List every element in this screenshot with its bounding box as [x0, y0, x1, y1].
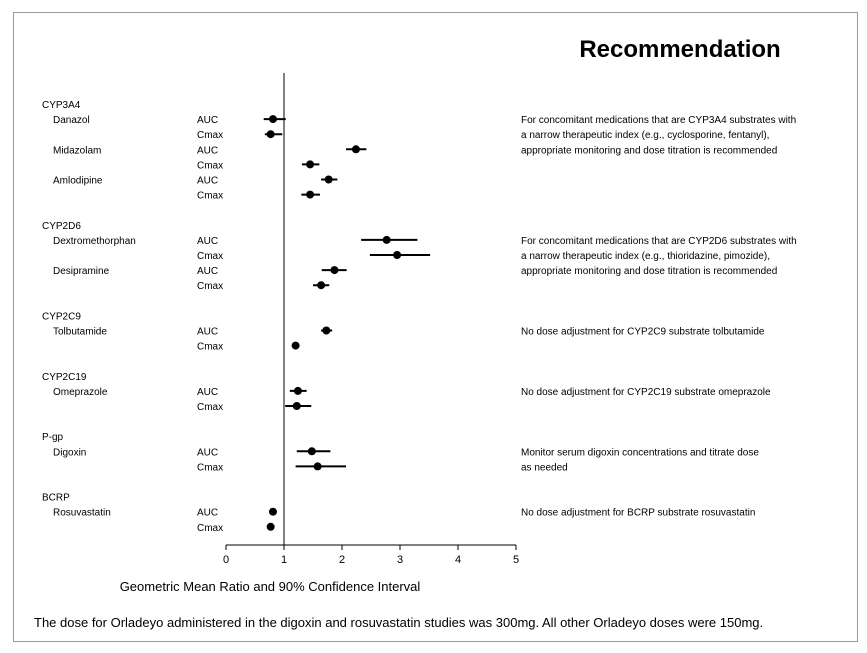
group-label: CYP2D6: [42, 220, 81, 232]
point-estimate: [325, 176, 333, 184]
metric-label: AUC: [197, 386, 219, 398]
metric-label: AUC: [197, 326, 219, 338]
metric-label: Cmax: [197, 522, 224, 534]
recommendation-text: No dose adjustment for CYP2C9 substrate tolbutamide: [521, 326, 765, 338]
point-estimate: [269, 508, 277, 516]
metric-label: AUC: [197, 266, 219, 278]
x-tick-label: 2: [338, 554, 346, 566]
metric-label: AUC: [197, 507, 219, 519]
point-estimate: [306, 160, 314, 168]
metric-label: Cmax: [197, 281, 224, 293]
point-estimate: [352, 145, 360, 153]
group-label: BCRP: [42, 492, 70, 504]
recommendation-text: For concomitant medications that are CYP3A4 substrates with: [521, 115, 797, 127]
drug-label: Dextromethorphan: [53, 235, 136, 247]
group-label: CYP2C19: [42, 371, 87, 383]
point-estimate: [267, 130, 275, 138]
group-label: P-gp: [42, 432, 64, 444]
point-estimate: [292, 342, 300, 350]
recommendation-text: No dose adjustment for CYP2C19 substrate omeprazole: [521, 386, 771, 398]
drug-label: Midazolam: [53, 145, 102, 157]
metric-label: Cmax: [197, 251, 224, 262]
metric-label: Cmax: [197, 462, 224, 474]
x-tick-label: 5: [512, 554, 520, 566]
point-estimate: [269, 115, 277, 123]
metric-label: AUC: [197, 115, 219, 127]
recommendation-text: appropriate monitoring and dose titration is recommended: [521, 145, 778, 157]
point-estimate: [267, 523, 275, 531]
metric-label: AUC: [197, 175, 219, 187]
x-tick-label: 0: [222, 554, 230, 566]
metric-label: AUC: [197, 145, 219, 157]
point-estimate: [383, 236, 391, 244]
point-estimate: [294, 387, 302, 395]
point-estimate: [322, 327, 330, 335]
metric-label: Cmax: [197, 160, 224, 172]
drug-label: Desipramine: [53, 266, 110, 278]
drug-label: Tolbutamide: [53, 326, 107, 338]
x-tick-label: 1: [280, 554, 288, 566]
recommendation-text: Monitor serum digoxin concentrations and titrate dose: [521, 447, 759, 459]
recommendation-text: a narrow therapeutic index (e.g., thioridazine, pimozide),: [521, 251, 771, 262]
point-estimate: [317, 281, 325, 289]
metric-label: AUC: [197, 447, 219, 459]
point-estimate: [306, 191, 314, 199]
x-tick-label: 4: [454, 554, 462, 566]
point-estimate: [293, 402, 301, 410]
metric-label: Cmax: [197, 130, 224, 142]
drug-label: Danazol: [53, 115, 90, 127]
point-estimate: [308, 447, 316, 455]
recommendation-heading: Recommendation: [579, 36, 781, 63]
x-tick-label: 3: [396, 554, 404, 566]
group-label: CYP2C9: [42, 311, 81, 323]
metric-label: Cmax: [197, 341, 224, 353]
group-label: CYP3A4: [42, 100, 81, 111]
recommendation-text: For concomitant medications that are CYP2D6 substrates with: [521, 235, 797, 247]
footnote: The dose for Orladeyo administered in the digoxin and rosuvastatin studies was 300mg. All other Orladeyo doses were 150mg.: [34, 615, 764, 630]
recommendation-text: No dose adjustment for BCRP substrate rosuvastatin: [521, 507, 756, 519]
metric-label: Cmax: [197, 402, 224, 413]
metric-label: Cmax: [197, 190, 224, 202]
drug-label: Digoxin: [53, 447, 87, 459]
drug-label: Rosuvastatin: [53, 507, 111, 519]
point-estimate: [393, 251, 401, 259]
recommendation-text: a narrow therapeutic index (e.g., cyclosporine, fentanyl),: [521, 130, 770, 142]
drug-label: Omeprazole: [53, 386, 108, 398]
point-estimate: [330, 266, 338, 274]
point-estimate: [314, 462, 322, 470]
metric-label: AUC: [197, 235, 219, 247]
recommendation-text: appropriate monitoring and dose titration is recommended: [521, 266, 778, 278]
x-axis-label: Geometric Mean Ratio and 90% Confidence Interval: [119, 579, 421, 594]
drug-label: Amlodipine: [53, 175, 103, 187]
recommendation-text: as needed: [521, 462, 568, 474]
